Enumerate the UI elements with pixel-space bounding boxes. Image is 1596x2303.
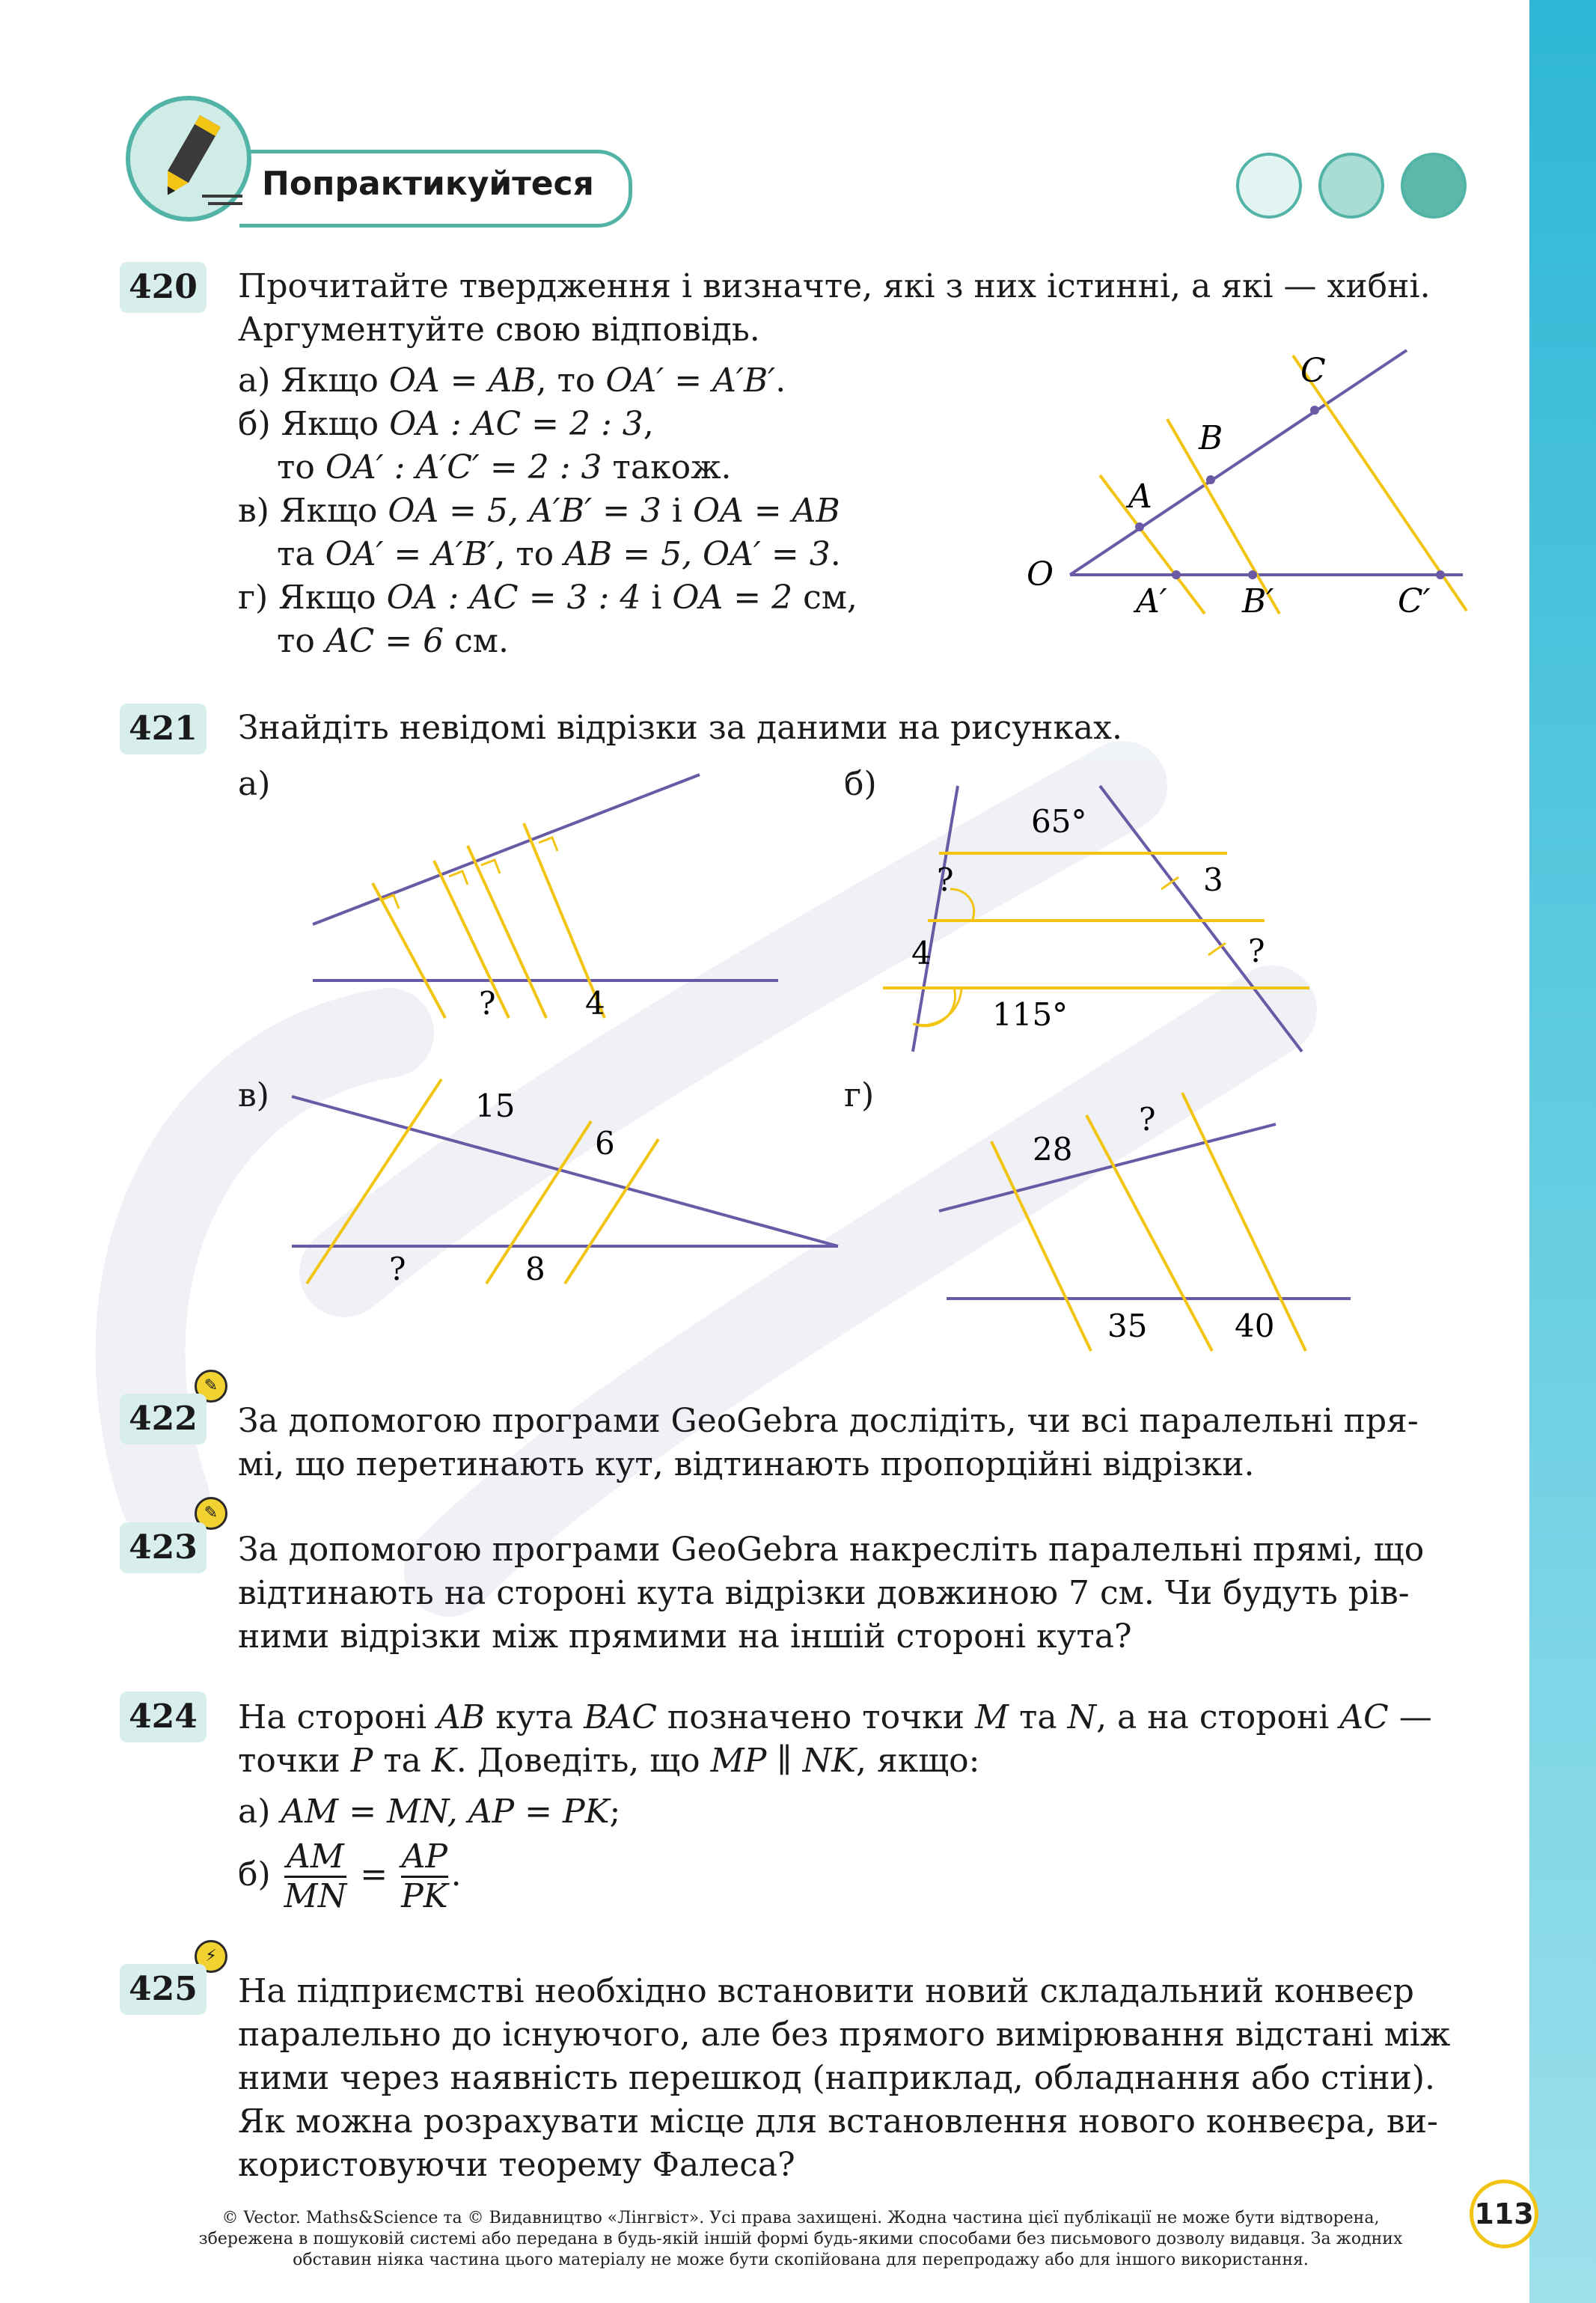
fig-421c-label: в) xyxy=(238,1076,269,1114)
problem-number-420: 420 xyxy=(120,262,207,313)
section-title: Попрактикуйтеся xyxy=(262,165,594,203)
label-c: C xyxy=(1300,352,1326,390)
p420-item-b-cont: то OA′ : A′C′ = 2 : 3 також. xyxy=(277,448,732,486)
label-c1: C′ xyxy=(1398,582,1431,620)
svg-text:?: ? xyxy=(1139,1101,1156,1138)
p420-line2: Аргументуйте свою відповідь. xyxy=(238,311,760,349)
figure-421b xyxy=(875,778,1324,1063)
level-dot-3 xyxy=(1401,153,1467,219)
svg-text:3: 3 xyxy=(1203,861,1223,898)
p420-item-b: б) Якщо OA : AC = 2 : 3, xyxy=(238,405,654,443)
problem-422-text: За допомогою програми GeoGebra дослідіть, чи всі паралельні пря- мі, що перетинають кут, відтинають пропорційні відрізки. xyxy=(238,1402,1419,1483)
svg-text:?: ? xyxy=(1248,933,1265,969)
point-a1 xyxy=(1172,570,1181,579)
p424-item-b: б) $\frac{AM}{MN}$ = $\frac{AP}{PK}$ . xyxy=(238,1837,462,1915)
svg-text:6: 6 xyxy=(595,1125,615,1162)
p420-item-c: в) Якщо OA = 5, A′B′ = 3 і OA = AB xyxy=(238,492,840,530)
problem-420-items xyxy=(238,359,857,663)
label-a: A xyxy=(1128,478,1152,516)
side-color-band xyxy=(1529,0,1596,2303)
pencil-icon xyxy=(126,96,251,222)
point-a xyxy=(1135,522,1144,531)
geogebra-icon: ✎ xyxy=(195,1497,227,1530)
fig-421a-label: а) xyxy=(238,765,271,803)
point-b1 xyxy=(1248,570,1257,579)
svg-text:?: ? xyxy=(479,985,496,1022)
figure-421a xyxy=(299,763,793,1033)
point-c xyxy=(1310,406,1319,415)
svg-text:35: 35 xyxy=(1107,1308,1148,1344)
point-b xyxy=(1206,475,1215,484)
label-b: B xyxy=(1199,419,1223,457)
p420-line1: Прочитайте твердження і визначте, які з них істинні, а які — хибні. xyxy=(238,267,1431,305)
problem-421-text: Знайдіть невідомі відрізки за даними на рисунках. xyxy=(238,709,1122,747)
problem-number-425: 425 xyxy=(120,1964,207,2015)
p420-item-d-cont: то AC = 6 см. xyxy=(277,622,509,660)
problem-423-text: За допомогою програми GeoGebra накресліть паралельні прямі, що відтинають на стороні кута відрізки довжиною 7 см. Чи будуть рів- ними відрізки між прямими на іншій стороні кута? xyxy=(238,1531,1425,1656)
p420-item-d: г) Якщо OA : AC = 3 : 4 і OA = 2 см, xyxy=(238,579,857,617)
label-b1: B′ xyxy=(1242,582,1274,620)
figure-420 xyxy=(1003,337,1496,629)
svg-text:4: 4 xyxy=(911,935,932,971)
svg-text:40: 40 xyxy=(1235,1308,1275,1344)
problem-number-422: 422 xyxy=(120,1394,207,1445)
p420-item-a: а) Якщо OA = AB, то OA′ = A′B′. xyxy=(238,362,786,400)
svg-text:8: 8 xyxy=(525,1251,545,1287)
geogebra-icon: ✎ xyxy=(195,1370,227,1403)
problem-number-424: 424 xyxy=(120,1692,207,1742)
fig-421d-label: г) xyxy=(844,1076,875,1114)
problem-number-423: 423 xyxy=(120,1522,207,1573)
problem-424-text: На стороні AB кута BAC позначено точки M та N, а на стороні AC — точки P та K. Доведіть, що MP ∥ NK, якщо: а) AM = MN, AP = PK; б) $\frac{AM}{MN}$ = $\frac{AP}{PK}$ . xyxy=(238,1698,1432,1915)
svg-text:15: 15 xyxy=(475,1088,516,1124)
page-number: 113 xyxy=(1470,2180,1538,2248)
level-dot-2 xyxy=(1318,153,1384,219)
problem-425-text: На підприємстві необхідно встановити новий складальний конвеєр паралельно до існуючого, але без прямого вимірювання відстані між ними через наявність перешкод (наприклад, обладнання або стіни). Як можна розрахувати місце для встановлення нового конвеєра, ви- користовуючи теорему Фалеса? xyxy=(238,1972,1451,2184)
label-a1: A′ xyxy=(1136,582,1167,620)
point-c1 xyxy=(1436,570,1445,579)
svg-text:28: 28 xyxy=(1033,1131,1073,1168)
figure-421d xyxy=(928,1085,1377,1362)
lightning-icon: ⚡ xyxy=(195,1940,227,1973)
svg-text:?: ? xyxy=(937,861,954,898)
svg-text:4: 4 xyxy=(585,985,605,1022)
problem-number-421: 421 xyxy=(120,704,207,754)
figure-421c xyxy=(284,1070,853,1295)
p420-item-c-cont: та OA′ = A′B′, то AB = 5, OA′ = 3. xyxy=(277,535,841,573)
svg-text:?: ? xyxy=(389,1251,406,1287)
p424-item-a: а) AM = MN, AP = PK; xyxy=(238,1793,621,1831)
copyright-footer: © Vector. Maths&Science та © Видавництво «Лінгвіст». Усі права захищені. Жодна частина цієї публікації не може бути відтворена, збережена в пошуковій системі або передана в будь-якій іншій формі будь-якими способами без письмового дозволу видавця. За жодних обставин ніяка частина цього матеріалу не може бути скопійована для перепродажу або для іншого використання. xyxy=(198,2209,1403,2269)
label-o: O xyxy=(1027,555,1054,594)
level-dot-1 xyxy=(1236,153,1302,219)
fig-421b-label: б) xyxy=(844,765,877,803)
svg-text:115°: 115° xyxy=(992,996,1068,1033)
svg-text:65°: 65° xyxy=(1031,803,1087,840)
